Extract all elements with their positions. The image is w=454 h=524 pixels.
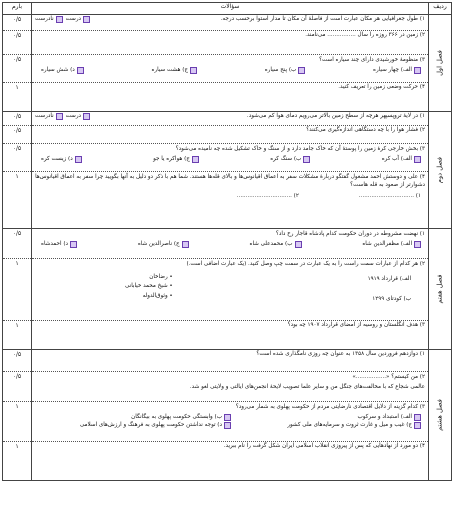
option-b[interactable]: ب) سنگ کره xyxy=(270,156,310,164)
option-false[interactable]: نادرست xyxy=(35,16,63,24)
question xyxy=(32,350,428,372)
checkbox-icon[interactable] xyxy=(303,156,310,163)
section-2 xyxy=(3,112,452,229)
mark: ۱ xyxy=(15,444,19,450)
mark: ۰/۵ xyxy=(3,144,31,172)
section-marks xyxy=(3,15,32,112)
checkbox-icon[interactable] xyxy=(414,241,421,248)
checkbox-icon[interactable] xyxy=(224,414,231,421)
option-d[interactable]: د) زیست کره xyxy=(41,156,82,164)
question-text: ۱) نهضت مشروطه در دوران حکومت کدام پادشاه قاجار رخ داد؟ xyxy=(275,231,425,237)
section-marks xyxy=(3,229,32,350)
checkbox-icon[interactable] xyxy=(56,113,63,120)
checkbox-icon[interactable] xyxy=(224,422,231,429)
question-text: ۱) دوازدهم فروردین سال ۱۳۵۸ به عنوان چه روزی نامگذاری شده است؟ xyxy=(256,351,425,357)
option-b[interactable]: ب) وابستگی حکومت پهلوی به بیگانگان xyxy=(41,414,231,422)
section-3 xyxy=(3,229,452,350)
checkbox-icon[interactable] xyxy=(83,16,90,23)
answer-line[interactable]: ۱) ............................... xyxy=(358,193,421,200)
mark: ۱ xyxy=(15,85,19,91)
section-4 xyxy=(3,350,452,481)
checkbox-icon[interactable] xyxy=(190,67,197,74)
section-questions xyxy=(32,112,429,229)
option-d[interactable]: د) احمدشاه xyxy=(41,241,77,249)
checkbox-icon[interactable] xyxy=(56,16,63,23)
question xyxy=(32,126,428,144)
row-header: ردیف xyxy=(429,3,452,15)
option-d[interactable]: د) شش سیاره xyxy=(41,67,84,75)
question-text: ۳) بخش خارجی کرۀ زمین را پوستۀ آن که خاک جامد دارد و از سنگ و خاک تشکیل شده چه نامیده می‌شود؟ xyxy=(175,146,425,152)
option-c[interactable]: ج) ناصرالدین شاه xyxy=(138,241,189,249)
checkbox-icon[interactable] xyxy=(192,156,199,163)
section-label-cell xyxy=(429,350,452,481)
section-questions xyxy=(32,15,429,112)
checkbox-icon[interactable] xyxy=(414,67,421,74)
question xyxy=(32,372,428,402)
question xyxy=(32,442,428,480)
question xyxy=(32,259,428,321)
checkbox-icon[interactable] xyxy=(70,241,77,248)
match-item[interactable]: • وثوق‌الدوله xyxy=(142,292,173,299)
option-true[interactable]: درست xyxy=(66,113,90,121)
option-a[interactable]: الف) چهار سیاره xyxy=(373,67,421,75)
question xyxy=(32,55,428,83)
question-text: ۲) زمین در ۳۶۶ روزه را سال ................ می‌نامند. xyxy=(305,32,425,38)
options-row xyxy=(35,413,425,422)
section-title: فصل هفتم xyxy=(435,274,444,304)
checkbox-icon[interactable] xyxy=(414,414,421,421)
section-questions xyxy=(32,350,429,481)
match-item[interactable]: • رضاخان xyxy=(149,273,173,280)
mark: ۱ xyxy=(3,402,31,442)
mark: ۰/۵ xyxy=(3,112,31,126)
match-left-column xyxy=(125,273,173,305)
question xyxy=(32,229,428,259)
question xyxy=(32,144,428,172)
question-text: ۲) من کیستم؟ «.................» xyxy=(352,374,425,380)
match-item[interactable]: ب) کودتای ۱۲۹۹ xyxy=(372,296,411,303)
question-text: ۲) فشار هوا را با چه دستگاهی اندازه‌گیری می‌کنند؟ xyxy=(306,127,425,133)
section-title: فصل هشتم xyxy=(435,399,444,431)
option-c[interactable]: ج) غیب و میل و غارت ثروت و سرمایه‌های ملی کشور xyxy=(231,422,421,430)
exam-table xyxy=(2,2,452,481)
checkbox-icon[interactable] xyxy=(295,241,302,248)
mark: ۱ xyxy=(15,323,19,329)
question-text: ۳) منظومۀ خورشیدی دارای چند سیاره است؟ xyxy=(319,57,425,63)
option-d[interactable]: د) توجه نداشتن حکومت پهلوی به فرهنگ و ارزش‌های اسلامی xyxy=(41,422,231,430)
question-text: ۲) هر کدام از عبارات سمت راست را به یک عبارت در سمت چپ وصل کنید. (یک عبارت اضافی است.) xyxy=(186,261,425,267)
option-false[interactable]: نادرست xyxy=(35,113,63,121)
header-row xyxy=(3,3,452,15)
question-text: ۴) حرکت وضعی زمین را تعریف کنید. xyxy=(338,84,425,90)
question xyxy=(32,402,428,442)
section-label-cell xyxy=(429,229,452,350)
question-text: ۳) کدام گزینه از دلایل اقتصادی نارضایتی مردم از حکومت پهلوی به شمار می‌رود؟ xyxy=(235,404,425,410)
option-c[interactable]: ج) هواکره یا جو xyxy=(153,156,199,164)
mark: ۱ xyxy=(3,259,31,321)
section-marks xyxy=(3,350,32,481)
question-text: ۱) طول جغرافیایی هر مکان عبارت است از فاصلۀ آن مکان تا مدار استوا برحسب درجه. xyxy=(220,16,425,22)
section-label-cell xyxy=(429,112,452,229)
answer-line[interactable]: ۲) ............................... xyxy=(236,193,299,200)
question xyxy=(32,172,428,228)
section-1 xyxy=(3,15,452,112)
options-row xyxy=(35,66,425,75)
mark: ۰/۵ xyxy=(3,350,31,372)
section-title: فصل دوم xyxy=(435,156,444,184)
mark: ۱ xyxy=(15,174,19,180)
mark: ۰/۵ xyxy=(3,15,31,31)
match-item[interactable]: الف) قرارداد ۱۹۱۹ xyxy=(367,275,411,282)
question xyxy=(32,83,428,111)
checkbox-icon[interactable] xyxy=(83,113,90,120)
match-item[interactable]: • شیخ محمد خیابانی xyxy=(125,283,173,290)
match-right-column xyxy=(368,273,411,305)
checkbox-icon[interactable] xyxy=(414,422,421,429)
question-text: ۱) در لایۀ تروپسپهر هرچه از سطح زمین بالاتر می‌رویم دمای هوا کم می‌شود. xyxy=(246,113,425,119)
mark: ۰/۵ xyxy=(3,55,31,83)
question-text: ۳) هدف انگلستان و روسیه از امضای قرارداد ۱۹۰۷ چه بود؟ xyxy=(287,322,425,328)
question-description: عالمی شجاع که با مخالفت‌های جنگل من و سایر علما تصویب لایحۀ انجمن‌های ایالتی و ولایتی لغو شد. xyxy=(189,383,425,390)
option-a[interactable]: الف) مظفرالدین شاه xyxy=(362,241,421,249)
section-questions xyxy=(32,229,429,350)
question-text: ۴) دو مورد از نهادهایی که پس از پیروزی انقلاب اسلامی ایران شکل گرفت را نام ببرید. xyxy=(223,443,425,449)
section-label-cell xyxy=(429,15,452,112)
options-row xyxy=(35,421,425,430)
option-b[interactable]: ب) محمدعلی شاه xyxy=(250,241,302,249)
checkbox-icon[interactable] xyxy=(414,156,421,163)
checkbox-icon[interactable] xyxy=(182,241,189,248)
option-c[interactable]: ج) هشت سیاره xyxy=(152,67,198,75)
mark: ۰/۵ xyxy=(3,31,31,55)
question-text: ۴) علی و دوستش احمد مشغول گفتگو دربارۀ مشکلات سفر به اعماق اقیانوس‌ها و بالای قله‌ها هستند. شما هم با ذکر دو دلیل به آنها بگویید چرا سفر به اعماق اقیانوس‌ها دشوارتر از صعود به قله هاست؟ xyxy=(35,174,425,188)
option-true[interactable]: درست xyxy=(66,16,90,24)
mark: ۰/۵ xyxy=(3,229,31,259)
mark: ۰/۵ xyxy=(3,126,31,144)
mark-header: بارم xyxy=(3,3,32,15)
question xyxy=(32,112,428,126)
option-b[interactable]: ب) پنج سیاره xyxy=(265,67,306,75)
checkbox-icon[interactable] xyxy=(77,67,84,74)
question xyxy=(32,321,428,349)
questions-header: سؤالات xyxy=(32,3,429,15)
option-a[interactable]: الف) استبداد و سرکوب xyxy=(231,414,421,422)
options-row xyxy=(35,240,425,249)
section-marks xyxy=(3,112,32,229)
checkbox-icon[interactable] xyxy=(75,156,82,163)
options-row xyxy=(35,155,425,164)
section-title: فصل اول xyxy=(435,50,444,76)
mark: ۰/۵ xyxy=(3,372,31,402)
question xyxy=(32,31,428,55)
question xyxy=(32,15,428,31)
answer-lines xyxy=(35,190,425,201)
option-a[interactable]: الف) آب کره xyxy=(382,156,421,164)
exam-sheet xyxy=(2,2,452,520)
checkbox-icon[interactable] xyxy=(298,67,305,74)
